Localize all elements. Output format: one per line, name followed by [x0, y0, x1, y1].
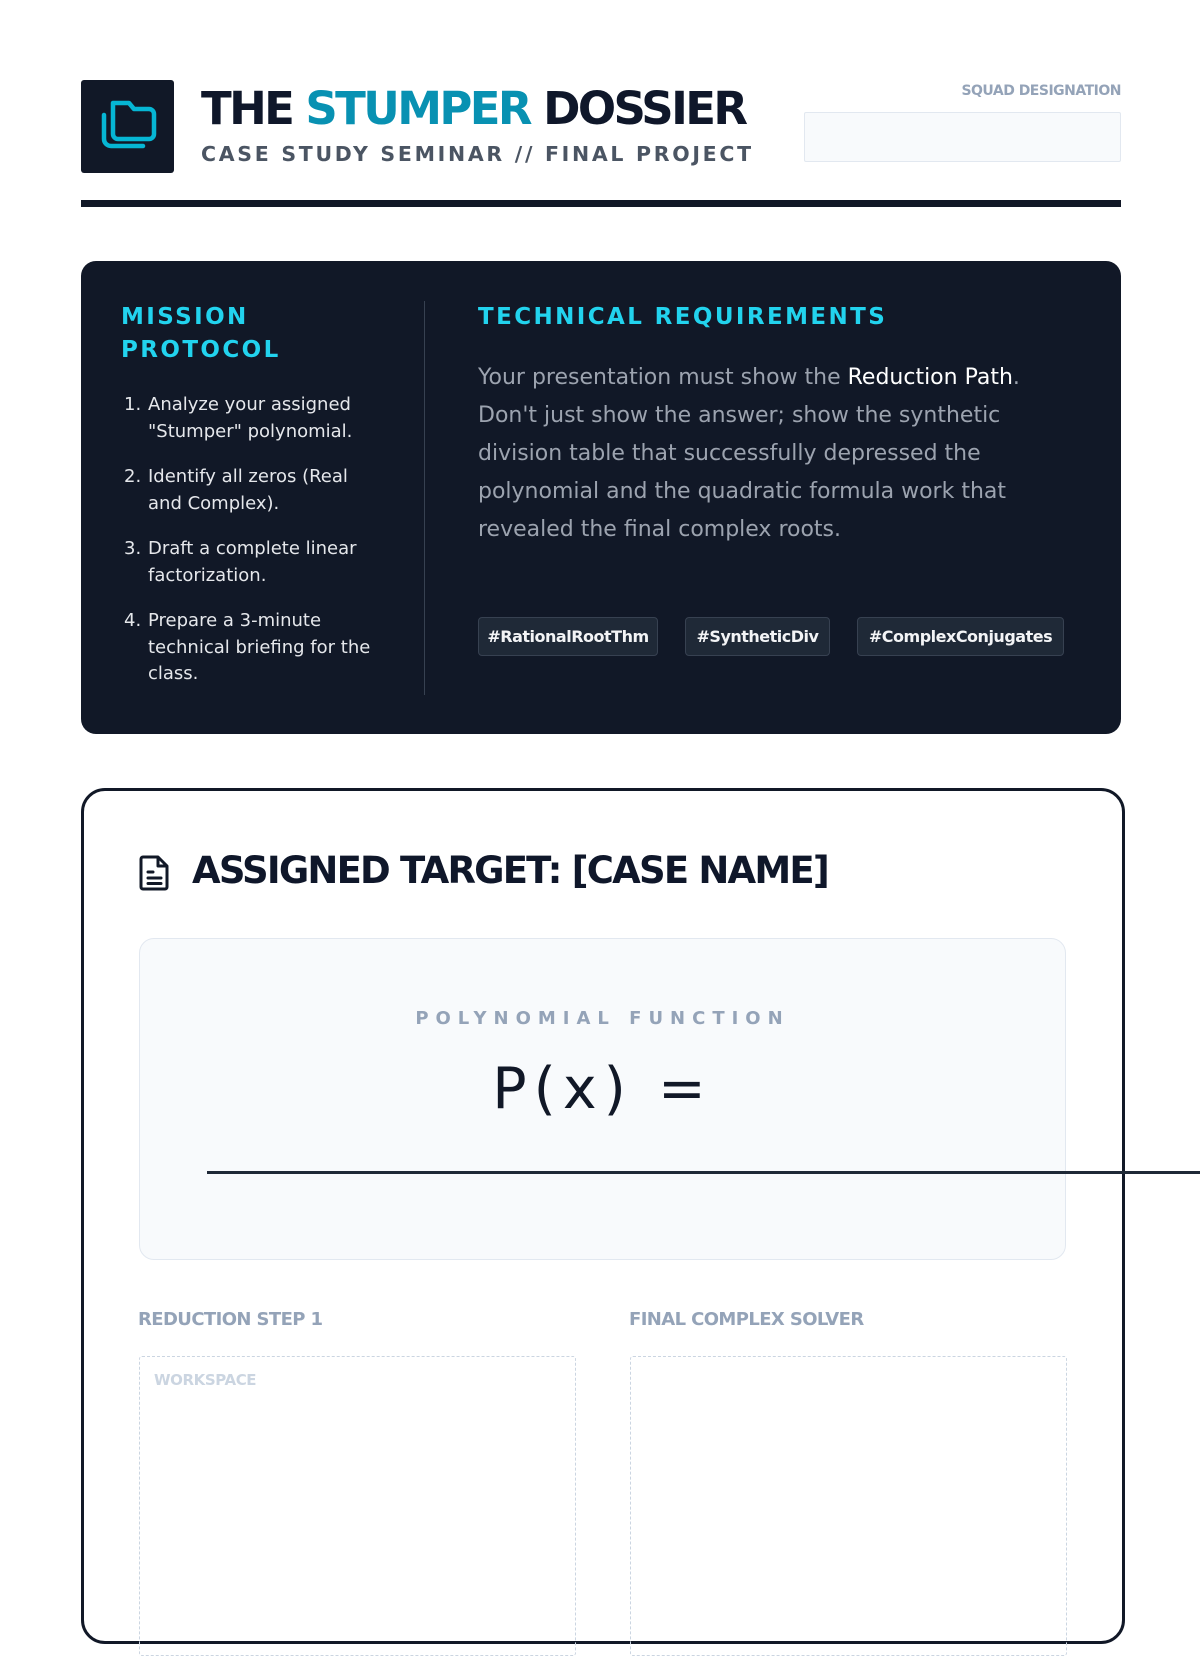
title-dossier: DOSSIER	[543, 82, 746, 135]
tag-synthetic-div: #SyntheticDiv	[685, 617, 830, 656]
panel-divider	[424, 301, 425, 695]
folders-icon	[96, 97, 159, 153]
mission-heading-line1: MISSION	[121, 304, 249, 330]
mission-step	[121, 464, 386, 517]
tag-rational-root: #RationalRootThm	[478, 617, 658, 656]
requirements-text-end: . Don't just show the answer; show the synthetic division table that successfully depressed the polynomial and the quadratic formula work that revealed the final complex roots.	[478, 365, 1020, 542]
step-text: Prepare a 3-minute technical briefing for the class.	[148, 610, 371, 684]
polynomial-equation: P(x) =	[492, 1056, 713, 1122]
requirements-highlight: Reduction Path	[847, 365, 1013, 390]
mission-panel	[81, 261, 1121, 734]
step-number: 2.	[124, 466, 142, 487]
requirements-text	[478, 359, 1048, 549]
step-number: 4.	[124, 610, 142, 631]
page-subtitle: CASE STUDY SEMINAR // FINAL PROJECT	[201, 142, 754, 166]
complex-solver-label: FINAL COMPLEX SOLVER	[629, 1309, 864, 1330]
page-header	[81, 80, 1121, 206]
step-number: 3.	[124, 538, 142, 559]
mission-steps-list	[121, 392, 386, 707]
mission-protocol	[121, 301, 386, 684]
step-text: Analyze your assigned "Stumper" polynomial.	[148, 394, 353, 442]
case-card	[81, 788, 1125, 1644]
reduction-workspace[interactable]	[139, 1356, 576, 1656]
tag-list	[478, 617, 1078, 658]
page-title	[201, 82, 745, 136]
mission-step	[121, 392, 386, 445]
polynomial-label: POLYNOMIAL FUNCTION	[415, 1008, 790, 1029]
technical-requirements-heading: TECHNICAL REQUIREMENTS	[478, 304, 888, 330]
step-text: Draft a complete linear factorization.	[148, 538, 357, 586]
case-title: ASSIGNED TARGET: [CASE NAME]	[192, 849, 828, 892]
technical-requirements	[478, 301, 1068, 646]
document-icon	[138, 854, 172, 892]
mission-step	[121, 536, 386, 589]
polynomial-box	[139, 938, 1066, 1260]
squad-designation-label: SQUAD DESIGNATION	[961, 83, 1121, 99]
workspace-caption: WORKSPACE	[154, 1371, 257, 1389]
polynomial-answer-line[interactable]	[207, 1171, 1200, 1174]
reduction-step-label: REDUCTION STEP 1	[138, 1309, 323, 1330]
step-text: Identify all zeros (Real and Complex).	[148, 466, 348, 514]
complex-solver-workspace[interactable]	[630, 1356, 1067, 1656]
header-divider	[81, 200, 1121, 207]
squad-designation-input[interactable]	[804, 112, 1121, 162]
title-stumper: STUMPER	[305, 82, 530, 135]
tag-complex-conjugates: #ComplexConjugates	[857, 617, 1064, 656]
logo	[81, 80, 174, 173]
requirements-text-start: Your presentation must show the	[478, 365, 848, 390]
title-the: THE	[201, 82, 293, 135]
mission-protocol-heading	[121, 301, 386, 367]
step-number: 1.	[124, 394, 142, 415]
mission-heading-line2: PROTOCOL	[121, 337, 281, 363]
mission-step	[121, 608, 386, 688]
